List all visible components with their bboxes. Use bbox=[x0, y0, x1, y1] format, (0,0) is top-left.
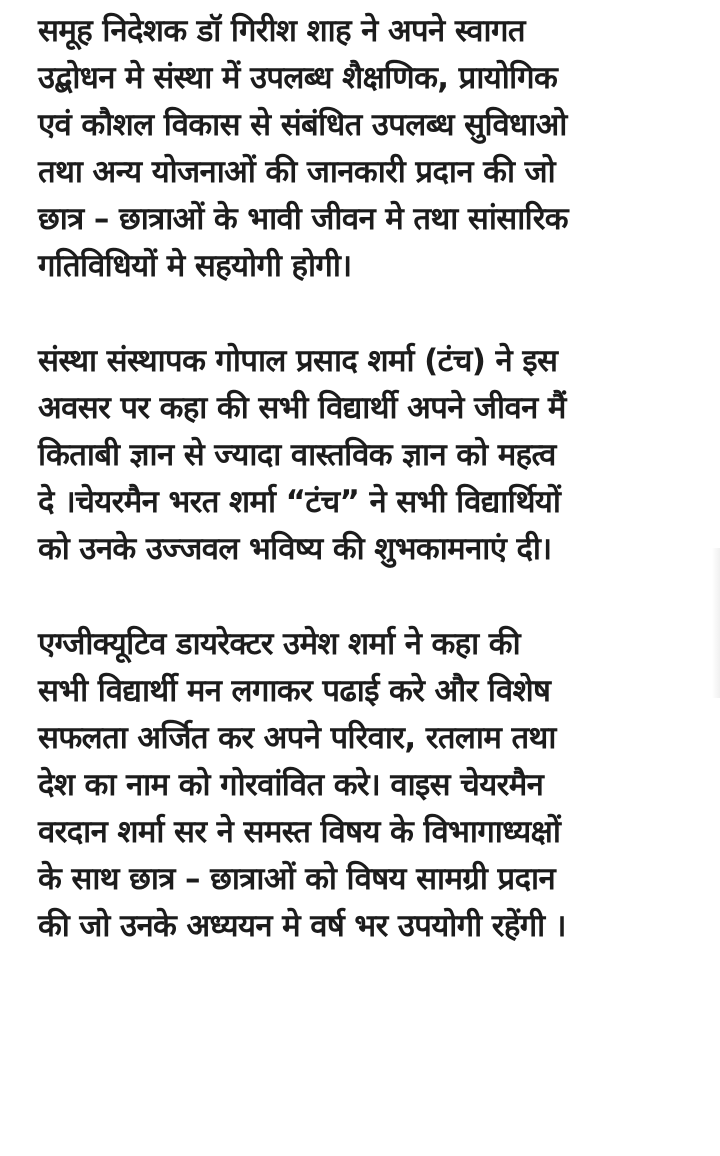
text-line: देश का नाम को गोरवांवित करे। वाइस चेयरमैन bbox=[38, 767, 544, 803]
paragraph-welcome-address bbox=[38, 8, 688, 290]
text-line: अवसर पर कहा की सभी विद्यार्थी अपने जीवन मैं bbox=[38, 390, 566, 426]
text-line: समूह निदेशक डॉ गिरीश शाह ने अपने स्वागत bbox=[38, 13, 525, 49]
text-line: गतिविधियों मे सहयोगी होगी। bbox=[38, 248, 352, 284]
text-line: एवं कौशल विकास से संबंधित उपलब्ध सुविधाओ bbox=[38, 107, 567, 143]
text-line: की जो उनके अध्ययन मे वर्ष भर उपयोगी रहेंगी । bbox=[38, 908, 566, 944]
text-line: एग्जीक्यूटिव डायरेक्टर उमेश शर्मा ने कहा की bbox=[38, 626, 521, 662]
text-line: के साथ छात्र – छात्राओं को विषय सामग्री प्रदान bbox=[38, 861, 556, 897]
paragraph-founder-message bbox=[38, 338, 688, 573]
text-line: छात्र – छात्राओं के भावी जीवन मे तथा सांसारिक bbox=[38, 201, 568, 237]
text-line: वरदान शर्मा सर ने समस्त विषय के विभागाध्यक्षों bbox=[38, 814, 561, 850]
text-line: सफलता अर्जित कर अपने परिवार, रतलाम तथा bbox=[38, 720, 556, 756]
text-line: उद्बोधन मे संस्था में उपलब्ध शैक्षणिक, प्रायोगिक bbox=[38, 60, 558, 96]
paragraph-spacer bbox=[38, 573, 688, 621]
text-line: संस्था संस्थापक गोपाल प्रसाद शर्मा (टंच) ने इस bbox=[38, 343, 558, 379]
text-line: तथा अन्य योजनाओं की जानकारी प्रदान की जो bbox=[38, 154, 556, 190]
page-edge-shadow bbox=[712, 548, 720, 698]
paragraph-spacer bbox=[38, 290, 688, 338]
text-line: किताबी ज्ञान से ज्यादा वास्तविक ज्ञान को महत्व bbox=[38, 437, 556, 473]
paragraph-director-message bbox=[38, 621, 688, 950]
article-body bbox=[38, 8, 688, 950]
text-line: दे ।चेयरमैन भरत शर्मा “टंच” ने सभी विद्यार्थियों bbox=[38, 484, 561, 520]
text-line: को उनके उज्जवल भविष्य की शुभकामनाएं दी। bbox=[38, 531, 552, 567]
text-line: सभी विद्यार्थी मन लगाकर पढाई करे और विशेष bbox=[38, 673, 551, 709]
